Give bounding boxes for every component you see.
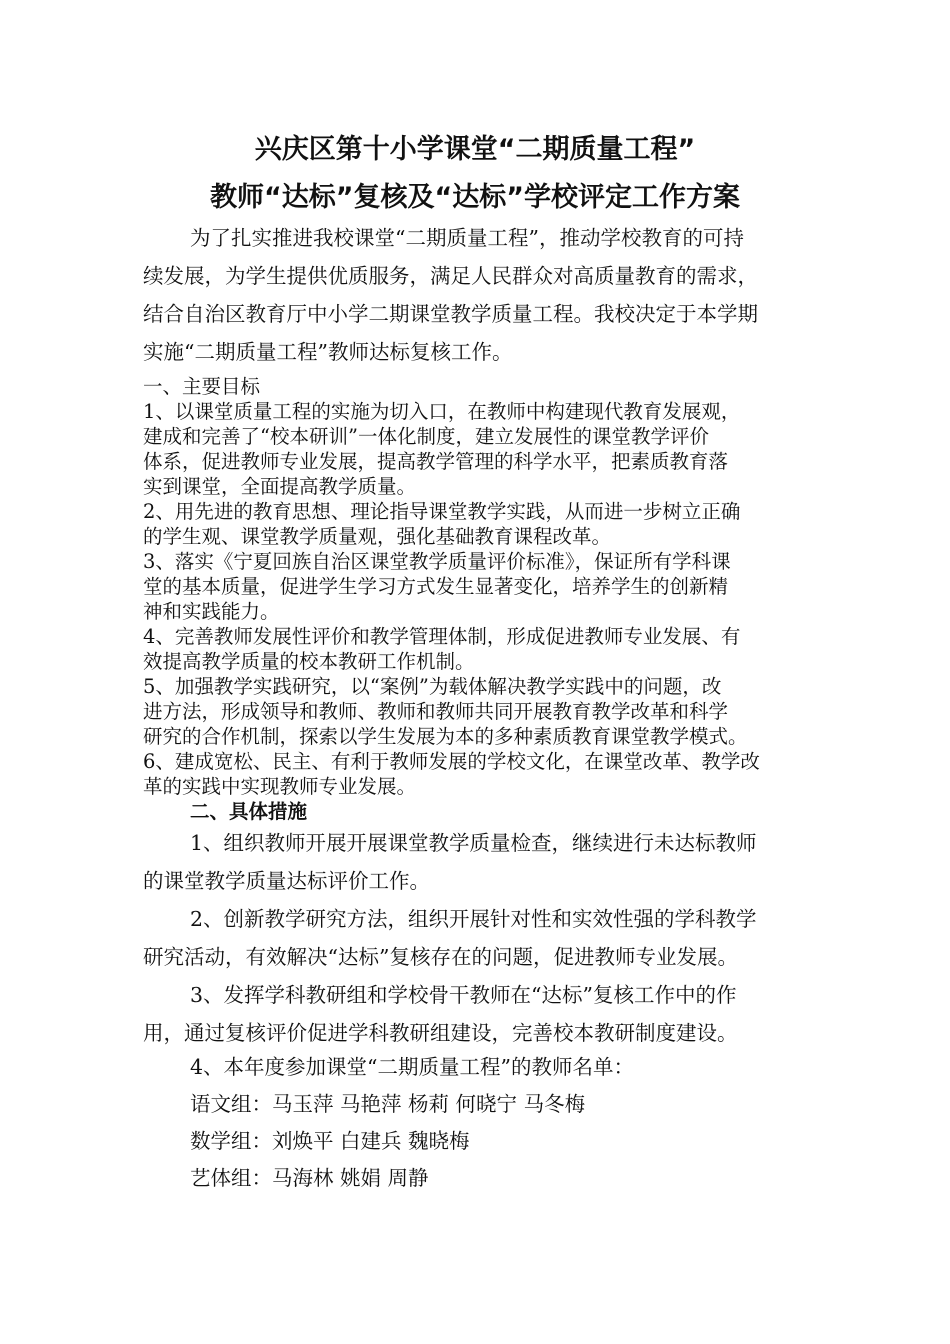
goal-line: 2、用先进的教育思想、理论指导课堂教学实践，从而进一步树立正确	[143, 500, 741, 523]
document-title-line-2: 教师“达标”复核及“达标”学校评定工作方案	[210, 182, 740, 213]
measure-line: 4、本年度参加课堂“二期质量工程”的教师名单：	[190, 1055, 635, 1079]
goal-line: 5、加强教学实践研究，以“案例”为载体解决教学实践中的问题，改	[143, 675, 722, 698]
measure-line: 用，通过复核评价促进学科教研组建设，完善校本教研制度建设。	[143, 1021, 738, 1045]
goal-line: 的学生观、课堂教学质量观，强化基础教育课程改革。	[143, 525, 612, 548]
goal-line: 建成和完善了“校本研训”一体化制度，建立发展性的课堂教学评价	[143, 425, 709, 448]
goal-line: 3、落实《宁夏回族自治区课堂教学质量评价标准》，保证所有学科课	[143, 550, 731, 573]
section-heading-goals: 一、主要目标	[143, 375, 261, 398]
goal-line: 6、建成宽松、民主、有利于教师发展的学校文化，在课堂改革、教学改	[143, 750, 760, 773]
goal-line: 研究的合作机制，探索以学生发展为本的多种素质教育课堂教学模式。	[143, 725, 748, 748]
intro-line: 续发展，为学生提供优质服务，满足人民群众对高质量教育的需求，	[143, 264, 758, 288]
goal-line: 堂的基本质量，促进学生学习方式发生显著变化，培养学生的创新精	[143, 575, 729, 598]
goal-line: 体系，促进教师专业发展，提高教学管理的科学水平，把素质教育落	[143, 450, 729, 473]
measure-line: 研究活动，有效解决“达标”复核存在的问题，促进教师专业发展。	[143, 945, 738, 969]
goal-line: 效提高教学质量的校本教研工作机制。	[143, 650, 475, 673]
measure-line: 的课堂教学质量达标评价工作。	[143, 869, 430, 893]
measure-line: 3、发挥学科教研组和学校骨干教师在“达标”复核工作中的作	[190, 983, 737, 1007]
measure-line: 1、组织教师开展开展课堂教学质量检查，继续进行未达标教师	[190, 831, 757, 855]
goal-line: 4、完善教师发展性评价和教学管理体制，形成促进教师专业发展、有	[143, 625, 741, 648]
measure-line: 2、创新教学研究方法，组织开展针对性和实效性强的学科教学	[190, 907, 757, 931]
teacher-list-math: 数学组：刘焕平 白建兵 魏晓梅	[190, 1129, 470, 1153]
teacher-list-chinese: 语文组：马玉萍 马艳萍 杨莉 何晓宁 马冬梅	[190, 1092, 586, 1116]
document-title-line-1: 兴庆区第十小学课堂“二期质量工程”	[254, 134, 696, 165]
section-heading-measures: 二、具体措施	[190, 800, 308, 823]
teacher-list-arts: 艺体组：马海林 姚娟 周静	[190, 1166, 429, 1190]
intro-line: 实施“二期质量工程”教师达标复核工作。	[143, 340, 513, 364]
goal-line: 神和实践能力。	[143, 600, 280, 623]
intro-line: 为了扎实推进我校课堂“二期质量工程”，推动学校教育的可持	[190, 226, 744, 250]
goal-line: 实到课堂，全面提高教学质量。	[143, 475, 417, 498]
goal-line: 进方法，形成领导和教师、教师和教师共同开展教育教学改革和科学	[143, 700, 729, 723]
goal-line: 1、以课堂质量工程的实施为切入口，在教师中构建现代教育发展观，	[143, 400, 741, 423]
goal-line: 革的实践中实现教师专业发展。	[143, 775, 417, 798]
intro-line: 结合自治区教育厅中小学二期课堂教学质量工程。我校决定于本学期	[143, 302, 758, 326]
